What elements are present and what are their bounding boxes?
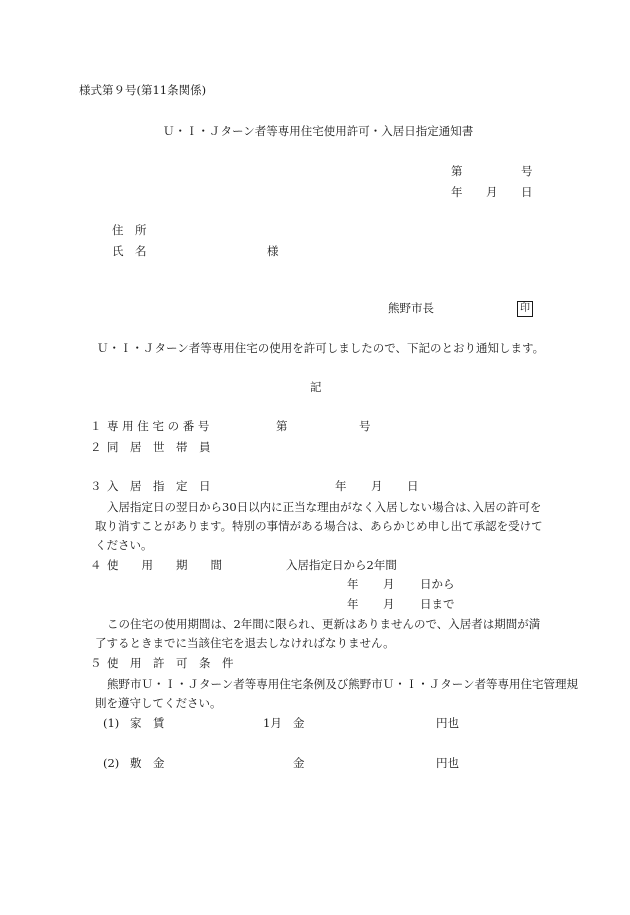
item5-number: ５ <box>90 656 102 670</box>
rent-unit: 円也 <box>436 716 459 730</box>
item5-label: 使 用 許 可 条 件 <box>107 656 234 670</box>
rent-number: (1) <box>103 716 120 730</box>
rent-period: 1月 <box>263 716 282 730</box>
rent-money: 金 <box>293 716 305 730</box>
seal-mark: 印 <box>517 301 533 317</box>
issue-date-year: 年 <box>451 185 463 199</box>
form-number: 様式第９号(第11条関係) <box>79 83 207 97</box>
recipient-address-label: 住 所 <box>112 223 147 237</box>
item2-number: ２ <box>90 440 102 454</box>
item1-value-suffix: 号 <box>359 419 371 433</box>
item4-from-year: 年 <box>347 577 359 591</box>
item4-label: 使 用 期 間 <box>107 558 222 572</box>
rent-label: 家 賃 <box>130 716 165 730</box>
item3-note-line2: 取り消すことがあります。特別の事情がある場合は、あらかじめ申し出て承認を受けて <box>95 519 543 533</box>
issue-date-day: 日 <box>521 185 533 199</box>
item3-day: 日 <box>407 479 419 493</box>
item3-label: 入 居 指 定 日 <box>107 479 211 493</box>
item5-note-line1: 熊野市Ｕ・Ｉ・Ｊターン者等専用住宅条例及び熊野市Ｕ・Ｉ・Ｊターン者等専用住宅管理規 <box>107 677 579 691</box>
item4-from-month: 月 <box>383 577 395 591</box>
deposit-money: 金 <box>293 756 305 770</box>
recipient-honorific: 様 <box>267 244 279 258</box>
item3-month: 月 <box>371 479 383 493</box>
item4-from-day: 日から <box>420 577 455 591</box>
issuer-name: 熊野市長 <box>388 301 434 315</box>
item3-year: 年 <box>335 479 347 493</box>
document-number-prefix: 第 <box>451 164 463 178</box>
record-mark: 記 <box>310 380 322 394</box>
item4-value: 入居指定日から2年間 <box>286 558 397 572</box>
item3-number: ３ <box>90 479 102 493</box>
item3-note-line1: 入居指定日の翌日から30日以内に正当な理由がなく入居しない場合は､入居の許可を <box>107 500 542 514</box>
item4-to-month: 月 <box>383 597 395 611</box>
item3-note-line3: ください。 <box>95 538 153 552</box>
item4-to-year: 年 <box>347 597 359 611</box>
item1-value-prefix: 第 <box>276 419 288 433</box>
item4-note-line2: 了するときまでに当該住宅を退去しなければなりません。 <box>95 636 395 650</box>
item1-number: １ <box>90 419 102 433</box>
item4-note-line1: この住宅の使用期間は、2年間に限られ、更新はありませんので、入居者は期間が満 <box>107 617 541 631</box>
item2-label: 同 居 世 帯 員 <box>107 440 211 454</box>
deposit-number: (2) <box>103 756 120 770</box>
deposit-label: 敷 金 <box>130 756 165 770</box>
document-title: Ｕ・Ｉ・Ｊターン者等専用住宅使用許可・入居日指定通知書 <box>163 124 474 138</box>
recipient-name-label: 氏 名 <box>112 244 147 258</box>
item4-number: ４ <box>90 558 102 572</box>
item4-to-day: 日まで <box>420 597 455 611</box>
item5-note-line2: 則を遵守してください。 <box>95 696 222 710</box>
item1-label: 専 用 住 宅 の 番 号 <box>107 419 210 433</box>
issue-date-month: 月 <box>486 185 498 199</box>
document-number-suffix: 号 <box>521 164 533 178</box>
intro-sentence: Ｕ・Ｉ・Ｊターン者等専用住宅の使用を許可しましたので、下記のとおり通知します。 <box>97 341 545 355</box>
deposit-unit: 円也 <box>436 756 459 770</box>
